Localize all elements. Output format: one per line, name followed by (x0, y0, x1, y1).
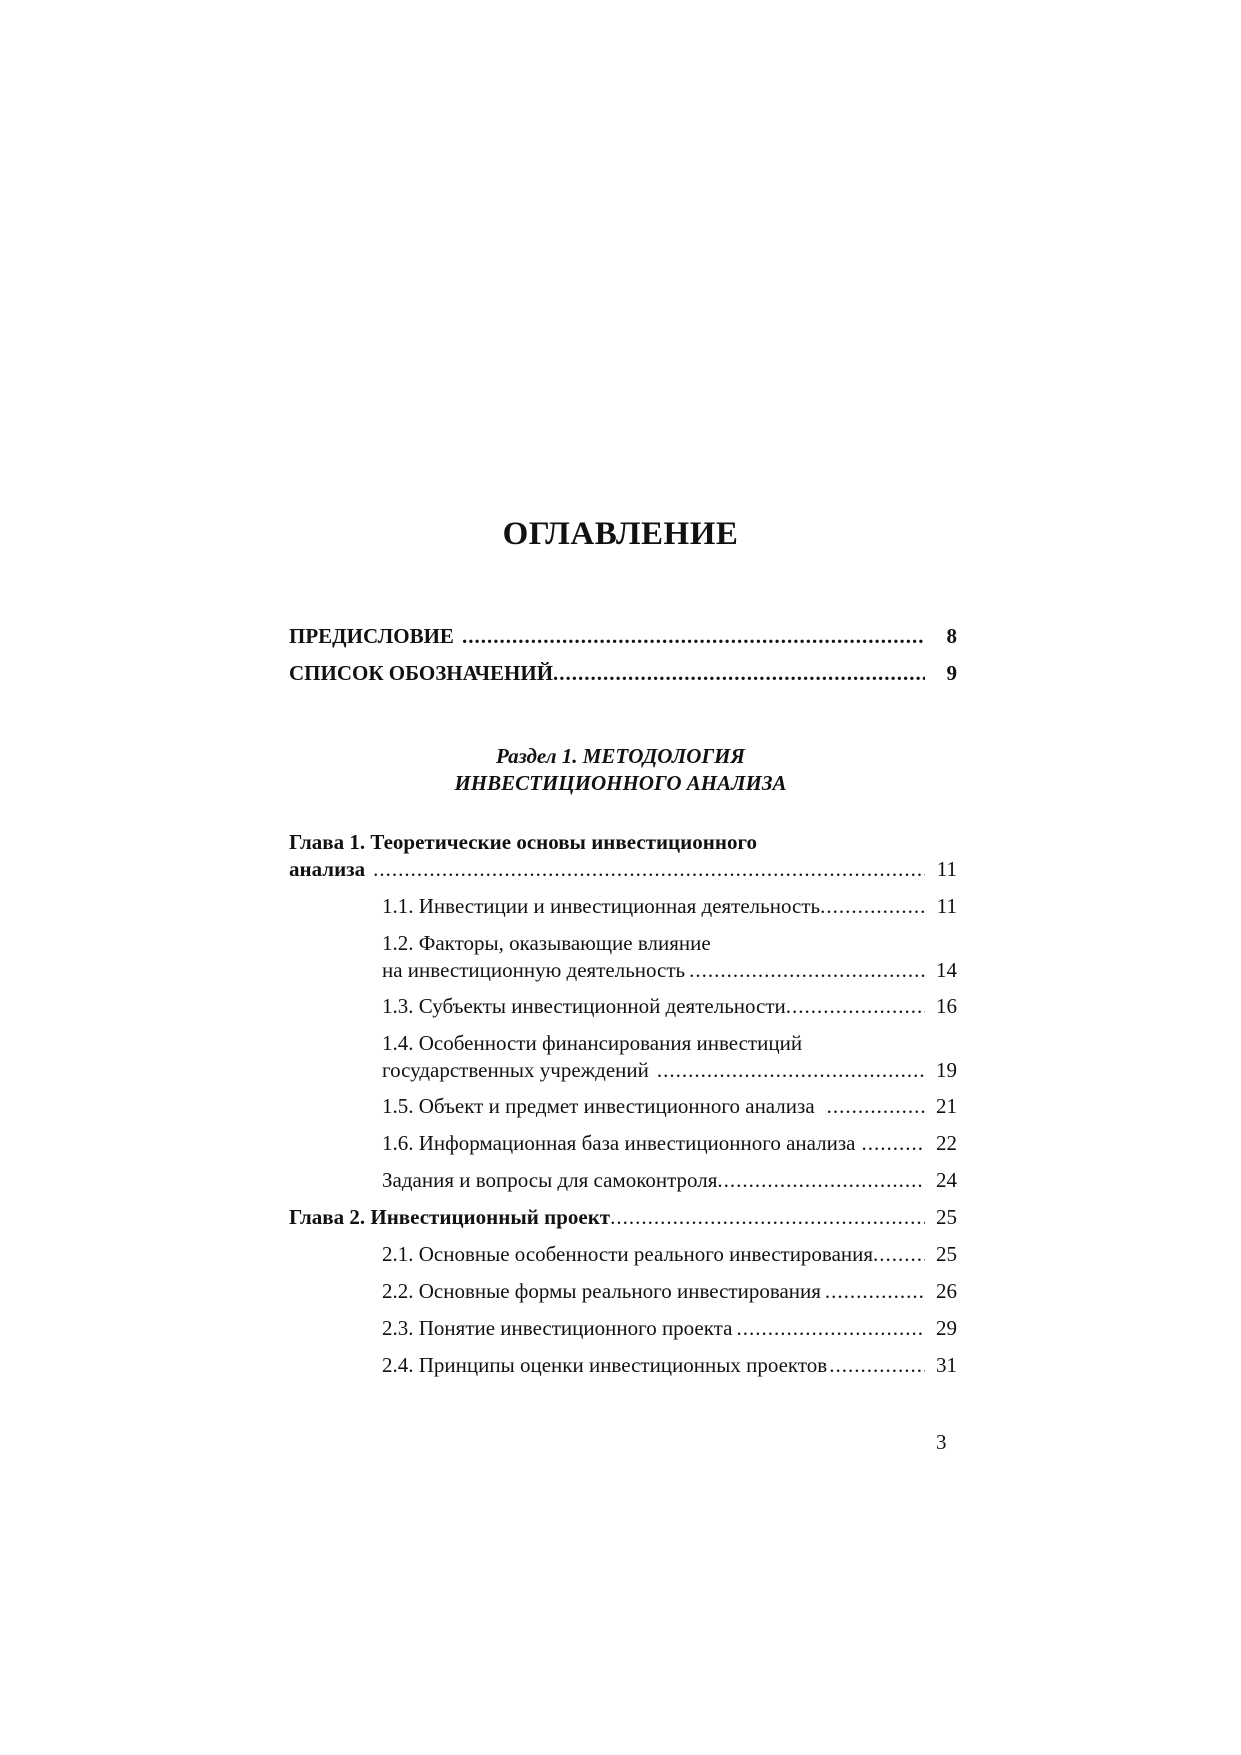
dot-leader (873, 1241, 925, 1268)
dot-leader (689, 957, 925, 984)
toc-entry-preface[interactable] (289, 623, 957, 650)
toc-page-number: 25 (936, 1205, 957, 1229)
dot-leader (862, 1130, 925, 1157)
toc-page-number: 9 (946, 661, 957, 685)
toc-page-number: 22 (936, 1131, 957, 1155)
toc-entry-label: СПИСОК ОБОЗНАЧЕНИЙ (289, 661, 554, 685)
toc-entry-self-check[interactable] (382, 1167, 957, 1194)
dot-leader (373, 856, 925, 883)
dot-leader (825, 1278, 925, 1305)
toc-chapter-2[interactable] (289, 1204, 957, 1231)
toc-entry-label: Задания и вопросы для самоконтроля (382, 1168, 718, 1192)
toc-entry-1-2[interactable] (382, 930, 957, 984)
toc-page-number: 31 (936, 1353, 957, 1377)
toc-entry-symbols[interactable] (289, 660, 957, 687)
toc-page-number: 26 (936, 1279, 957, 1303)
toc-page-number: 19 (936, 1058, 957, 1082)
toc-page-number: 21 (936, 1094, 957, 1118)
dot-leader (610, 1204, 925, 1231)
dot-leader (553, 660, 925, 687)
dot-leader (462, 623, 925, 650)
toc-entry-label: 1.3. Субъекты инвестиционной деятельности (382, 994, 786, 1018)
dot-leader (829, 1352, 925, 1379)
section-heading (0, 743, 1241, 797)
dot-leader (786, 993, 925, 1020)
toc-page-number: 14 (936, 958, 957, 982)
toc-entry-label: 1.2. Факторы, оказывающие влияние (382, 931, 711, 955)
toc-entry-label: 1.5. Объект и предмет инвестиционного анализа (382, 1094, 815, 1118)
toc-page-number: 29 (936, 1316, 957, 1340)
toc-entry-2-1[interactable] (382, 1241, 957, 1268)
toc-entry-label: 1.1. Инвестиции и инвестиционная деятельность (382, 894, 821, 918)
toc-entry-label: Глава 1. Теоретические основы инвестиционного (289, 830, 757, 854)
toc-chapter-1[interactable] (289, 829, 957, 883)
toc-entry-1-5[interactable] (382, 1093, 957, 1120)
toc-entry-label: государственных учреждений (382, 1058, 649, 1082)
toc-page-number: 8 (946, 624, 957, 648)
toc-entry-1-4[interactable] (382, 1030, 957, 1084)
toc-page-number: 25 (936, 1242, 957, 1266)
toc-entry-1-3[interactable] (382, 993, 957, 1020)
page-number: 3 (936, 1430, 947, 1454)
toc-entry-label: Глава 2. Инвестиционный проект (289, 1205, 611, 1229)
toc-entry-label: анализа (289, 857, 366, 881)
toc-entry-label: ПРЕДИСЛОВИЕ (289, 624, 454, 648)
toc-entry-1-6[interactable] (382, 1130, 957, 1157)
section-heading-line1: Раздел 1. МЕТОДОЛОГИЯ (496, 744, 745, 768)
dot-leader (736, 1315, 925, 1342)
page-title: ОГЛАВЛЕНИЕ (502, 516, 739, 552)
toc-page-number: 11 (936, 894, 957, 918)
toc-entry-label: на инвестиционную деятельность (382, 958, 686, 982)
dot-leader (827, 1093, 925, 1120)
toc-entry-2-4[interactable] (382, 1352, 957, 1379)
toc-entry-label: 2.2. Основные формы реального инвестирования (382, 1279, 821, 1303)
toc-entry-label: 2.3. Понятие инвестиционного проекта (382, 1316, 733, 1340)
toc-entry-2-3[interactable] (382, 1315, 957, 1342)
toc-entry-1-1[interactable] (382, 893, 957, 920)
dot-leader (820, 893, 925, 920)
toc-entry-2-2[interactable] (382, 1278, 957, 1305)
toc-entry-label: 2.1. Основные особенности реального инвестирования (382, 1242, 874, 1266)
toc-page-number: 16 (936, 994, 957, 1018)
dot-leader (717, 1167, 925, 1194)
dot-leader (657, 1057, 925, 1084)
section-heading-line2: ИНВЕСТИЦИОННОГО АНАЛИЗА (454, 771, 787, 795)
toc-page-number: 24 (936, 1168, 957, 1192)
toc-page-number: 11 (936, 857, 957, 881)
toc-entry-label: 1.6. Информационная база инвестиционного анализа (382, 1131, 856, 1155)
toc-entry-label: 2.4. Принципы оценки инвестиционных проектов (382, 1353, 828, 1377)
toc-entry-label: 1.4. Особенности финансирования инвестиций (382, 1031, 803, 1055)
